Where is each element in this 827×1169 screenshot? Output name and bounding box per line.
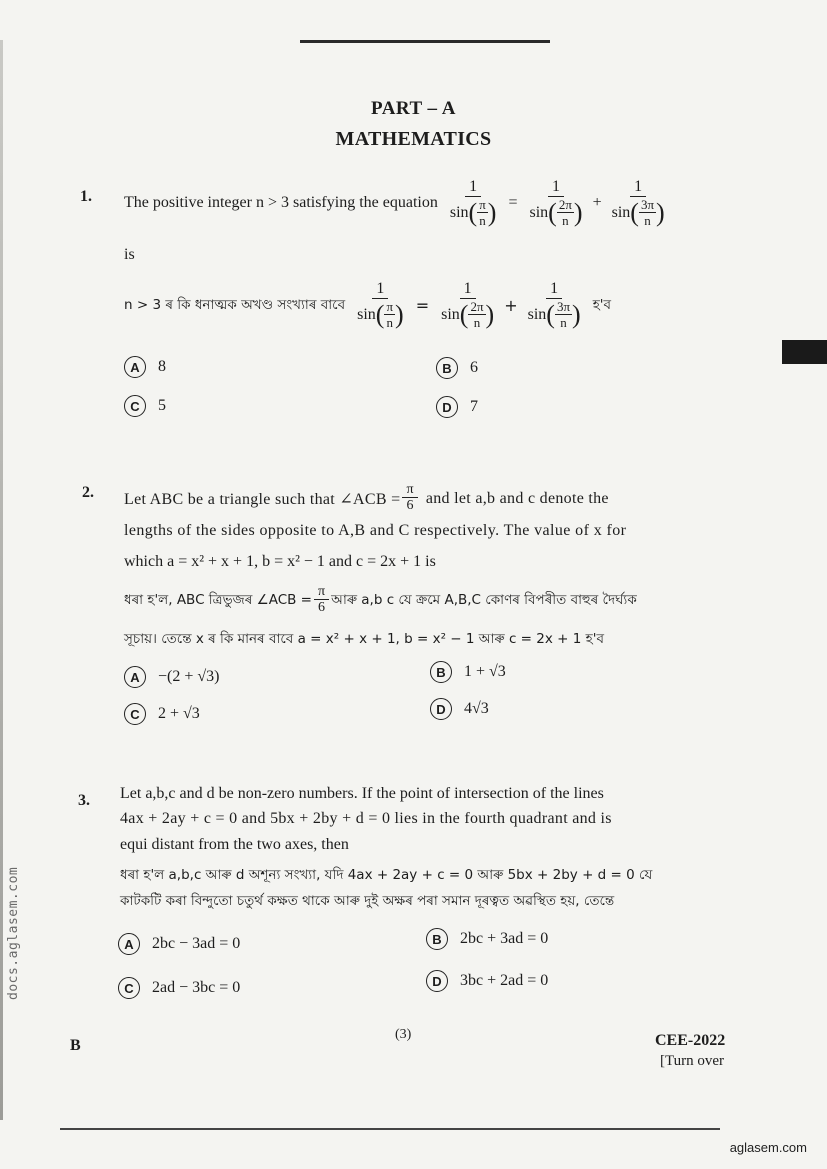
question-2-assamese-line1: ধৰা হ'ল, ABC ত্ৰিভুজৰ ∠ACB = $\frac{\pi}{6}$ আৰু a,b c যে ক্ৰমে A,B,C কোণৰ বিপৰীত বাহুৰ দৈৰ্ঘ্যক	[124, 584, 637, 616]
scan-top-line	[300, 40, 550, 43]
question-2-english-line1: Let ABC be a triangle such that ∠ACB = $\frac{\pi}{6}$ and let a,b and c denote the	[124, 482, 609, 514]
q2-option-b[interactable]: B 1 + √3	[430, 661, 506, 683]
turn-over-note: [Turn over	[660, 1053, 725, 1069]
vertical-watermark: docs.aglasem.com	[6, 866, 21, 1000]
q2-option-a[interactable]: A −(2 + √3)	[124, 666, 219, 688]
scan-left-edge	[0, 40, 3, 1120]
question-3-assamese-line2: কাটকটি কৰা বিন্দুতো চতুৰ্থ কক্ষত থাকে আৰু দুই অক্ষৰ পৰা সমান দূৰত্বত অৱস্থিত হয়, তেন্তে	[120, 893, 615, 909]
question-2-assamese-line2: সূচায়। তেন্তে x ৰ কি মানৰ বাবে a = x² + x + 1, b = x² − 1 আৰু c = 2x + 1 হ'ব	[124, 631, 604, 647]
q1-option-d[interactable]: D 7	[436, 396, 478, 418]
question-1-assamese-text: n > 3 ৰ কি ধনাত্মক অখণ্ড সংখ্যাৰ বাবে	[124, 296, 346, 313]
q1-option-b[interactable]: B 6	[436, 357, 478, 379]
question-2-english-line2: lengths of the sides opposite to A,B and C respectively. The value of x for	[124, 522, 627, 539]
question-2-english-line3: which a = x² + x + 1, b = x² − 1 and c = 2x + 1 is	[124, 553, 436, 570]
q1-option-a[interactable]: A 8	[124, 356, 166, 378]
q1-fraction-2: 1 sin ( 2π n )	[529, 178, 583, 229]
q1-as-fraction-3: 1 sin ( 3π n )	[527, 280, 581, 331]
q1-option-c[interactable]: C 5	[124, 395, 166, 417]
q1-as-fraction-2: 1 sin ( 2π n )	[441, 280, 495, 331]
q3-option-c[interactable]: C 2ad − 3bc = 0	[118, 977, 240, 999]
q2-option-c[interactable]: C 2 + √3	[124, 703, 200, 725]
q1-fraction-3: 1 sin ( 3π n )	[611, 178, 665, 229]
question-1-number: 1.	[80, 188, 92, 205]
subject-heading: MATHEMATICS	[335, 128, 492, 150]
question-1-assamese: n > 3 ৰ কি ধনাত্মক অখণ্ড সংখ্যাৰ বাবে 1 sin ( π n ) = 1 sin ( 2π n ) + 1 sin ( 3π n ) হ'ব	[124, 280, 612, 331]
part-heading: PART – A	[371, 98, 456, 119]
question-3-assamese-line1: ধৰা হ'ল a,b,c আৰু d অশূন্য সংখ্যা, যদি 4ax + 2ay + c = 0 আৰু 5bx + 2by + d = 0 যে	[120, 867, 653, 883]
exam-code: CEE-2022	[655, 1032, 726, 1049]
q1-as-fraction-1: 1 sin ( π n )	[357, 280, 404, 331]
site-credit: aglasem.com	[729, 1140, 807, 1155]
q3-option-b[interactable]: B 2bc + 3ad = 0	[426, 928, 548, 950]
q3-option-a[interactable]: A 2bc − 3ad = 0	[118, 933, 240, 955]
page-tab-marker	[782, 340, 827, 364]
scan-bottom-line	[60, 1128, 720, 1130]
q2-option-d[interactable]: D 4√3	[430, 698, 489, 720]
question-1-english: The positive integer n > 3 satisfying the equation 1 sin ( π n ) = 1 sin ( 2π n ) + 1 sin ( 3π n )	[124, 178, 671, 229]
question-3-english-line1: Let a,b,c and d be non-zero numbers. If the point of intersection of the lines	[120, 785, 604, 802]
question-3-english-line3: equi distant from the two axes, then	[120, 836, 349, 853]
question-1-english-text: The positive integer n > 3 satisfying the equation	[124, 194, 438, 212]
question-2-number: 2.	[82, 484, 94, 501]
page-number: (3)	[395, 1027, 412, 1042]
q1-fraction-1: 1 sin ( π n )	[449, 178, 497, 229]
question-3-number: 3.	[78, 792, 90, 809]
question-3-english-line2: 4ax + 2ay + c = 0 and 5bx + 2by + d = 0 lies in the fourth quadrant and is	[120, 810, 612, 827]
question-1-english-is: is	[124, 246, 135, 263]
q3-option-d[interactable]: D 3bc + 2ad = 0	[426, 970, 548, 992]
booklet-code: B	[70, 1037, 81, 1054]
